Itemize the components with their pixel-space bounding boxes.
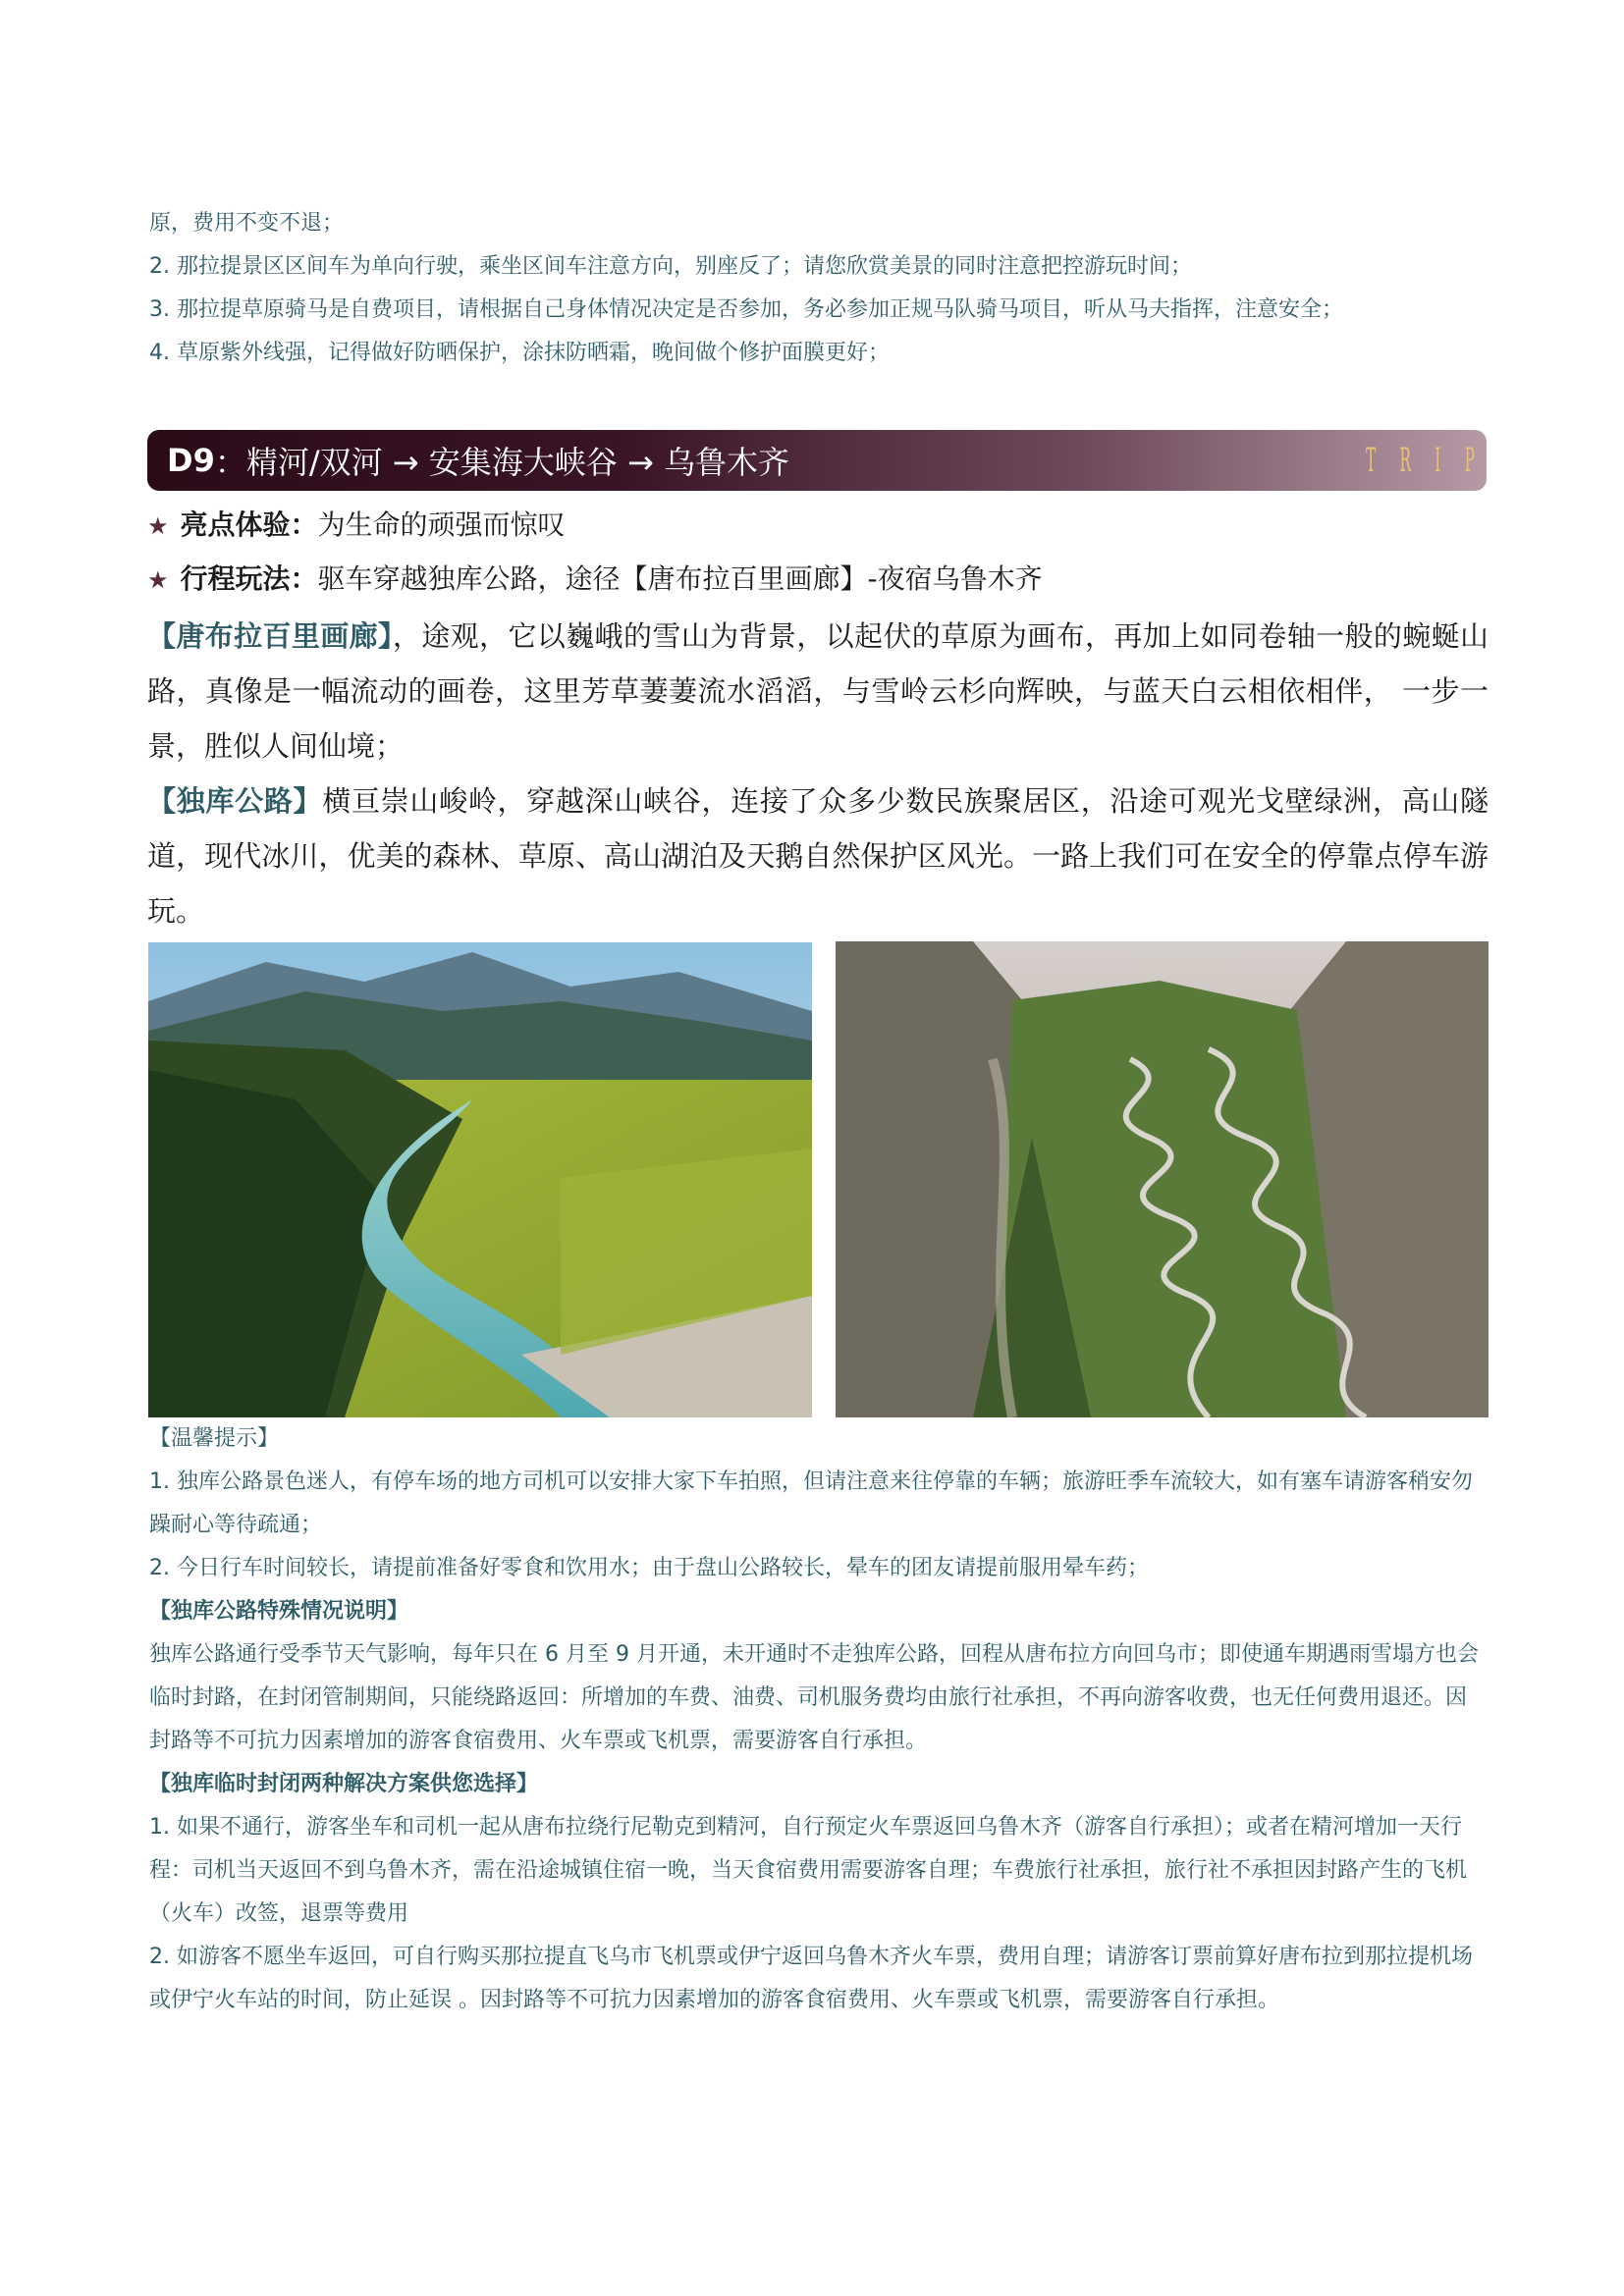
solutions-heading: 【独库临时封闭两种解决方案供您选择】: [149, 1772, 539, 1796]
photo-duku-highway: [836, 941, 1489, 1417]
tips-heading: 【温馨提示】: [149, 1426, 280, 1451]
star-icon: ★: [147, 512, 169, 540]
star-icon: ★: [147, 566, 169, 594]
top-notes: [149, 202, 1485, 375]
special-heading: 【独库公路特殊情况说明】: [149, 1599, 409, 1624]
trip-letter-t: T: [1366, 441, 1377, 480]
tips-item-1: 1. 独库公路景色迷人，有停车场的地方司机可以安排大家下车拍照，但请注意来往停靠的车辆；旅游旺季车流较大，如有塞车请游客稍安勿躁耐心等待疏通；: [149, 1469, 1473, 1537]
duku-description: [147, 774, 1489, 938]
duku-text: 横亘崇山峻岭，穿越深山峡谷，连接了众多少数民族聚居区，沿途可观光戈壁绿洲，高山隧道，现代冰川，优美的森林、草原、高山湖泊及天鹅自然保护区风光。一路上我们可在安全的停靠点停车游玩。: [147, 784, 1489, 928]
tangbula-text: ，途观，它以巍峨的雪山为背景，以起伏的草原为画布，再加上如同卷轴一般的蜿蜒山路，真像是一幅流动的画卷，这里芳草萋萋流水滔滔，与雪岭云杉向辉映，与蓝天白云相依相伴， 一步一景，胜似人间仙境；: [147, 619, 1489, 763]
solutions-item-2: 2. 如游客不愿坐车返回，可自行购买那拉提直飞乌市飞机票或伊宁返回乌鲁木齐火车票，费用自理；请游客订票前算好唐布拉到那拉提机场或伊宁火车站的时间，防止延误 。因封路等不可抗力因素增加的游客食宿费用、火车票或飞机票，需要游客自行承担。: [149, 1945, 1473, 2012]
duku-tag: 【独库公路】: [147, 784, 323, 818]
day-colon: ：: [214, 444, 246, 481]
solutions-item-1: 1. 如果不通行，游客坐车和司机一起从唐布拉绕行尼勒克到精河，自行预定火车票返回乌鲁木齐（游客自行承担）；或者在精河增加一天行程：司机当天返回不到乌鲁木齐，需在沿途城镇住宿一晚，当天食宿费用需要游客自理；车费旅行社承担，旅行社不承担因封路产生的飞机（火车）改签，退票等费用: [149, 1815, 1468, 1926]
day-route: 精河/双河 → 安集海大峡谷 → 乌鲁木齐: [245, 444, 789, 481]
day-header-bar: [147, 430, 1487, 491]
day-code: D9: [167, 442, 215, 479]
trip-letter-p: P: [1464, 441, 1475, 480]
tangbula-tag: 【唐布拉百里画廊】: [147, 619, 393, 653]
itinerary-text: 驱车穿越独库公路，途径【唐布拉百里画廊】-夜宿乌鲁木齐: [317, 562, 1043, 595]
experience-text: 为生命的顽强而惊叹: [317, 508, 566, 541]
note-line-3: 4. 草原紫外线强，记得做好防晒保护，涂抹防晒霜，晚间做个修护面膜更好；: [149, 341, 890, 365]
highlight-itinerary: [147, 558, 1043, 597]
tips-item-2: 2. 今日行车时间较长，请提前准备好零食和饮用水；由于盘山公路较长，晕车的团友请提前服用晕车药；: [149, 1556, 1149, 1580]
experience-label: 亮点体验：: [180, 508, 318, 541]
trip-letter-i: I: [1435, 441, 1441, 480]
trip-letter-r: R: [1399, 441, 1412, 480]
note-line-1: 2. 那拉提景区区间车为单向行驶，乘坐区间车注意方向，别座反了；请您欣赏美景的同时注意把控游玩时间；: [149, 254, 1192, 279]
itinerary-label: 行程玩法：: [180, 562, 318, 595]
tips-section: [149, 1417, 1485, 2022]
photo-tangbula-river: [148, 942, 812, 1417]
special-text: 独库公路通行受季节天气影响，每年只在 6 月至 9 月开通，未开通时不走独库公路，回程从唐布拉方向回乌市；即使通车期遇雨雪塌方也会临时封路，在封闭管制期间，只能绕路返回：所增加的车费、油费、司机服务费均由旅行社承担，不再向游客收费，也无任何费用退还。因封路等不可抗力因素增加的游客食宿费用、火车票或飞机票，需要游客自行承担。: [149, 1642, 1479, 1753]
highlight-experience: [147, 504, 566, 543]
tangbula-description: [147, 609, 1489, 774]
trip-watermark: [1354, 430, 1487, 491]
note-line-2: 3. 那拉提草原骑马是自费项目，请根据自己身体情况决定是否参加，务必参加正规马队骑马项目，听从马夫指挥，注意安全；: [149, 297, 1343, 322]
note-line-0: 原，费用不变不退；: [149, 211, 345, 236]
